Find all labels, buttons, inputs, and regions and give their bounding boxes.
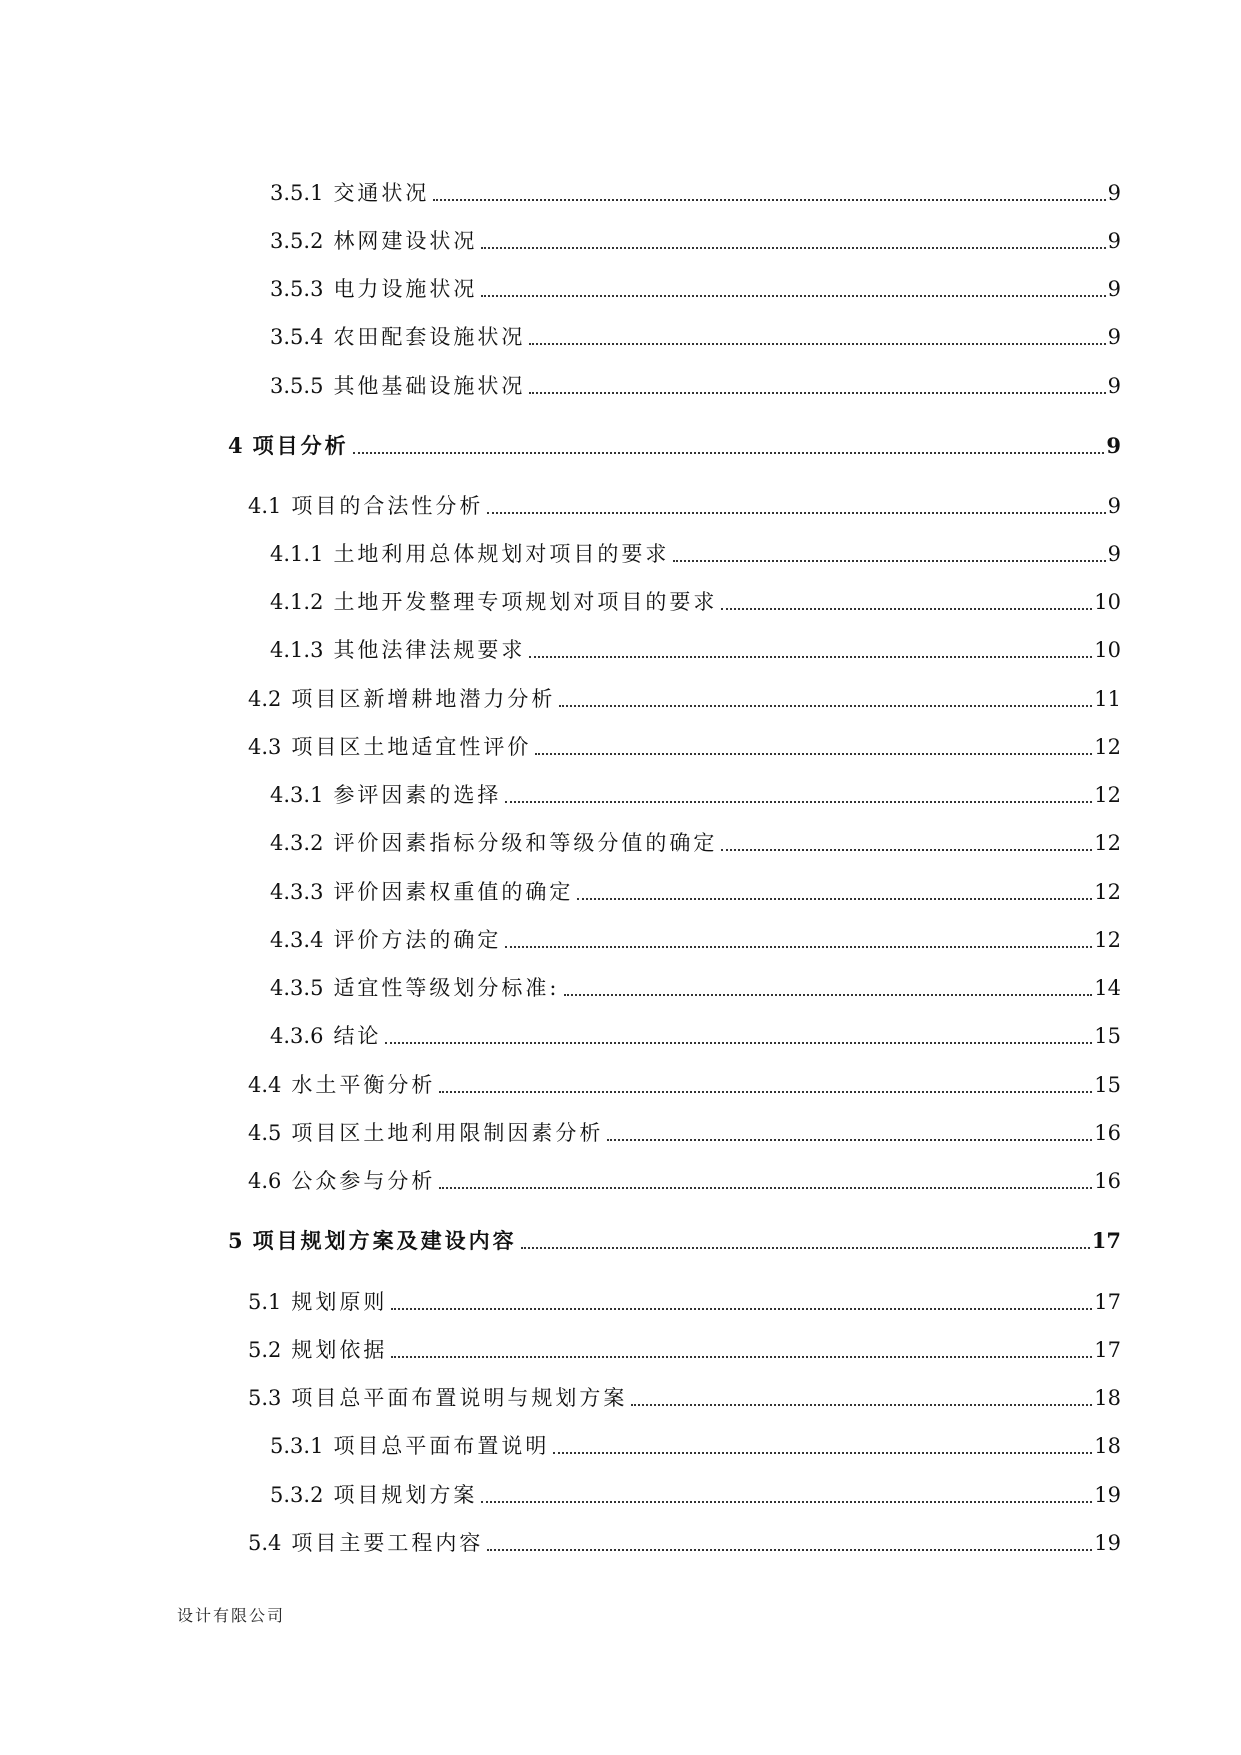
toc-page-number: 18 [1094,1434,1121,1458]
dot-leader [505,946,1092,948]
toc-title: 适宜性等级划分标准: [333,976,560,1000]
toc-number: 4.1.1 [270,542,324,566]
dot-leader [439,1187,1092,1189]
toc-title: 农田配套设施状况 [333,325,526,349]
toc-page-number: 10 [1094,638,1121,662]
toc-number: 4.3.3 [270,880,324,904]
toc-title: 评价因素权重值的确定 [333,880,574,904]
toc-entry-5-4[interactable] [248,1527,1121,1559]
toc-page-number: 12 [1094,783,1121,807]
toc-title: 电力设施状况 [333,277,478,301]
toc-title: 公众参与分析 [291,1169,436,1193]
toc-entry-3-5-4[interactable] [270,321,1121,353]
toc-page-number: 12 [1094,831,1121,855]
toc-number: 5.3.2 [270,1483,324,1507]
toc-page-number: 12 [1094,928,1121,952]
dot-leader [487,512,1105,514]
toc-title: 项目总平面布置说明 [333,1434,550,1458]
toc-page-number: 9 [1106,433,1121,458]
toc-number: 4.3 [248,735,282,759]
toc-entry-4-5[interactable] [248,1117,1121,1149]
toc-page-number: 10 [1094,590,1121,614]
toc-number: 4.1 [248,494,282,518]
toc-page-number: 16 [1094,1121,1121,1145]
toc-entry-3-5-5[interactable] [270,370,1121,402]
toc-entry-4-3-2[interactable] [270,827,1121,859]
toc-title: 项目区土地利用限制因素分析 [291,1121,604,1145]
toc-entry-4-6[interactable] [248,1165,1121,1197]
toc-entry-4-1[interactable] [248,490,1121,522]
toc-title: 其他法律法规要求 [333,638,526,662]
toc-page-number: 9 [1107,542,1121,566]
toc-number: 3.5.4 [270,325,324,349]
toc-title: 项目分析 [252,433,349,458]
toc-number: 4.3.5 [270,976,324,1000]
toc-number: 5.2 [248,1338,282,1362]
toc-entry-4-4[interactable] [248,1069,1121,1101]
toc-page-number: 11 [1094,687,1121,711]
dot-leader [673,560,1105,562]
toc-page-number: 9 [1107,277,1121,301]
toc-page-number: 17 [1094,1290,1121,1314]
toc-number: 4.2 [248,687,282,711]
toc-number: 4 [228,433,243,458]
toc-number: 5.3 [248,1386,282,1410]
toc-title: 其他基础设施状况 [333,374,526,398]
toc-page-number: 15 [1094,1024,1121,1048]
toc-entry-4-3-5[interactable] [270,972,1121,1004]
toc-page-number: 12 [1094,880,1121,904]
toc-number: 5.4 [248,1531,282,1555]
dot-leader [529,392,1105,394]
toc-title: 项目的合法性分析 [291,494,484,518]
dot-leader [505,801,1092,803]
toc-page-number: 9 [1107,374,1121,398]
dot-leader [529,343,1105,345]
toc-page-number: 18 [1094,1386,1121,1410]
toc-title: 评价因素指标分级和等级分值的确定 [333,831,718,855]
toc-entry-5-3-2[interactable] [270,1479,1121,1511]
toc-page-number: 9 [1107,181,1121,205]
toc-number: 4.1.2 [270,590,324,614]
toc-page-number: 19 [1094,1483,1121,1507]
dot-leader [577,898,1092,900]
toc-number: 4.3.6 [270,1024,324,1048]
dot-leader [535,753,1092,755]
page-footer-company: 设计有限公司 [177,1606,286,1625]
toc-number: 4.3.2 [270,831,324,855]
toc-number: 4.6 [248,1169,282,1193]
toc-number: 3.5.3 [270,277,324,301]
toc-page-number: 17 [1091,1228,1121,1253]
toc-title: 项目总平面布置说明与规划方案 [291,1386,628,1410]
dot-leader [721,608,1092,610]
toc-entry-4-1-3[interactable] [270,634,1121,666]
toc-page-number: 15 [1094,1073,1121,1097]
dot-leader [353,452,1105,454]
dot-leader [391,1356,1092,1358]
toc-entry-4-1-2[interactable] [270,586,1121,618]
toc-title: 项目规划方案 [333,1483,478,1507]
toc-title: 规划原则 [291,1290,388,1314]
toc-title: 结论 [333,1024,382,1048]
toc-page-number: 9 [1107,325,1121,349]
toc-number: 5.1 [248,1290,282,1314]
toc-title: 参评因素的选择 [333,783,502,807]
dot-leader [385,1042,1092,1044]
dot-leader [607,1139,1092,1141]
toc-entry-4-3-1[interactable] [270,779,1121,811]
toc-number: 4.5 [248,1121,282,1145]
toc-number: 5.3.1 [270,1434,324,1458]
dot-leader [439,1091,1092,1093]
toc-number: 5 [228,1228,243,1253]
toc-page-number: 9 [1107,229,1121,253]
toc-entry-3-5-2[interactable] [270,225,1121,257]
toc-entry-4-3-6[interactable] [270,1020,1121,1052]
toc-title: 林网建设状况 [333,229,478,253]
dot-leader [553,1452,1092,1454]
toc-entry-4-3-4[interactable] [270,924,1121,956]
toc-number: 3.5.1 [270,181,324,205]
toc-number: 4.4 [248,1073,282,1097]
toc-title: 项目区土地适宜性评价 [291,735,532,759]
dot-leader [391,1308,1092,1310]
toc-page-number: 12 [1094,735,1121,759]
toc-page-number: 19 [1094,1531,1121,1555]
toc-title: 规划依据 [291,1338,388,1362]
toc-page-number: 9 [1107,494,1121,518]
toc-entry-5-2[interactable] [248,1334,1121,1366]
toc-page-number: 17 [1094,1338,1121,1362]
toc-chapter-4[interactable] [228,430,1121,462]
dot-leader [481,247,1105,249]
toc-entry-5-3-1[interactable] [270,1430,1121,1462]
dot-leader [631,1404,1092,1406]
dot-leader [487,1549,1092,1551]
toc-title: 评价方法的确定 [333,928,502,952]
toc-page-number: 16 [1094,1169,1121,1193]
dot-leader [481,295,1105,297]
toc-entry-4-3[interactable] [248,731,1121,763]
toc-title: 交通状况 [333,181,430,205]
toc-entry-4-2[interactable] [248,683,1121,715]
toc-title: 土地利用总体规划对项目的要求 [333,542,670,566]
toc-title: 项目主要工程内容 [291,1531,484,1555]
toc-entry-3-5-3[interactable] [270,273,1121,305]
toc-chapter-5[interactable] [228,1225,1121,1257]
toc-title: 土地开发整理专项规划对项目的要求 [333,590,718,614]
toc-entry-3-5-1[interactable] [270,177,1121,209]
toc-title: 项目区新增耕地潜力分析 [291,687,556,711]
dot-leader [529,656,1092,658]
dot-leader [721,849,1092,851]
toc-number: 4.3.1 [270,783,324,807]
dot-leader [433,199,1105,201]
toc-title: 项目规划方案及建设内容 [252,1228,517,1253]
toc-title: 水土平衡分析 [291,1073,436,1097]
toc-page-number: 14 [1094,976,1121,1000]
dot-leader [564,994,1093,996]
toc-entry-4-3-3[interactable] [270,876,1121,908]
dot-leader [481,1501,1092,1503]
toc-entry-5-3[interactable] [248,1382,1121,1414]
toc-number: 4.3.4 [270,928,324,952]
toc-entry-4-1-1[interactable] [270,538,1121,570]
dot-leader [521,1247,1090,1249]
toc-number: 3.5.2 [270,229,324,253]
toc-number: 3.5.5 [270,374,324,398]
dot-leader [559,705,1092,707]
toc-entry-5-1[interactable] [248,1286,1121,1318]
toc-number: 4.1.3 [270,638,324,662]
